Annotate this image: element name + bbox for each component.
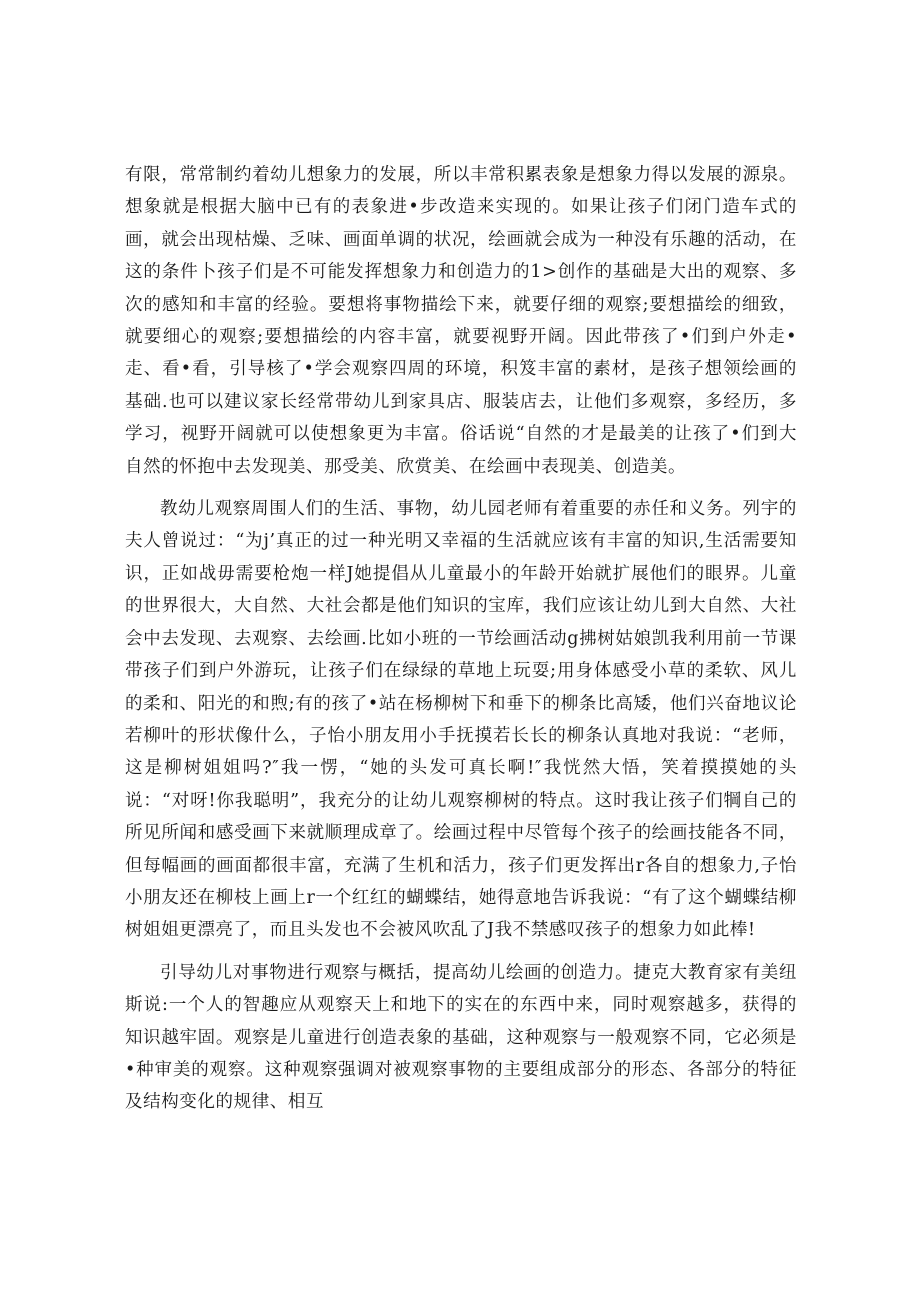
body-text bbox=[125, 159, 797, 1129]
paragraph-2: 教幼儿观察周围人们的生活、事物，幼儿园老师有着重要的赤任和义务。列宇的夫人曾说过：“为j’真正的过一种光明又幸福的生活就应该有丰富的知识,生活需要知识，正如战毋需要枪炮一样J她提倡从儿童最小的年龄开始就扩展他们的眼界。儿童的世界很大，大自然、大社会都是他们知识的宝库，我们应该让幼儿到大自然、大社会中去发现、去观察、去绘画.比如小班的一节绘画活动g拂树姑娘凯我利用前一节课带孩子们到户外游玩，让孩子们在绿绿的草地上玩耍;用身体感受小草的柔软、风儿的柔和、阳光的和煦;有的孩了•站在杨柳树下和垂下的柳条比高矮，他们兴奋地议论若柳叶的形状像什么，子怡小朋友用小手抚摸若长长的柳条认真地对我说：“老师，这是柳树姐姐吗?″我一愣，“她的头发可真长啊!″我恍然大悟，笑着摸摸她的头说：“对呀!你我聪明”，我充分的让幼儿观察柳树的特点。这时我让孩子们犅自己的所见所闻和感受画下来就顺理成章了。绘画过程中尽管每个孩子的绘画技能各不同，但每幅画的画面都很丰富，充满了生机和活力，孩子们更发挥出r各自的想象力,子怡小朋友还在柳枝上画上r一个红红的蝴蝶结，她得意地告诉我说：“有了这个蝴蝶结柳树姐姐更漂亮了，而且头发也不会被风吹乱了J我不禁感叹孩子的想象力如此棒! bbox=[125, 499, 797, 941]
paragraph-1: 有限，常常制约着幼儿想象力的发展，所以丰常积累表象是想象力得以发展的源泉。想象就是根据大脑中已有的表象进•步改造来实现的。如果让孩子们闭门造车式的画，就会出现枯燥、乏味、画面单调的状况，绘画就会成为一种没有乐趣的活动，在这的条件卜孩子们是不可能发挥想象力和创造力的1>创作的基础是大出的观察、多次的感知和丰富的经验。要想将事物描绘下来，就要仔细的观察;要想描绘的细致，就要细心的观察;要想描绘的内容丰富，就要视野开阔。因此带孩了•们到户外走•走、看•看，引导核了•学会观察四周的环境，积笈丰富的素材，是孩子想领绘画的基础.也可以建议家长经常带幼儿到家具店、服装店去，让他们多观察，多经历，多学习，视野开阔就可以使想象更为丰富。俗话说“自然的才是最美的让孩了•们到大自然的怀抱中去发现美、那受美、欣赏美、在绘画中表现美、创造美。 bbox=[125, 165, 797, 477]
paragraph-3: 引导幼儿对事物进行观察与概括，提高幼儿绘画的创造力。捷克大教育家有美纽斯说:一个人的智趣应从观察天上和地下的实在的东西中来，同时观察越多，获得的知识越牢固。观察是儿童进行创造表象的基础，这种观察与一般观察不同，它必须是•种审美的观察。这种观察强调对被观察事物的主要组成部分的形态、各部分的特征及结构变化的规律、相互 bbox=[125, 962, 797, 1113]
